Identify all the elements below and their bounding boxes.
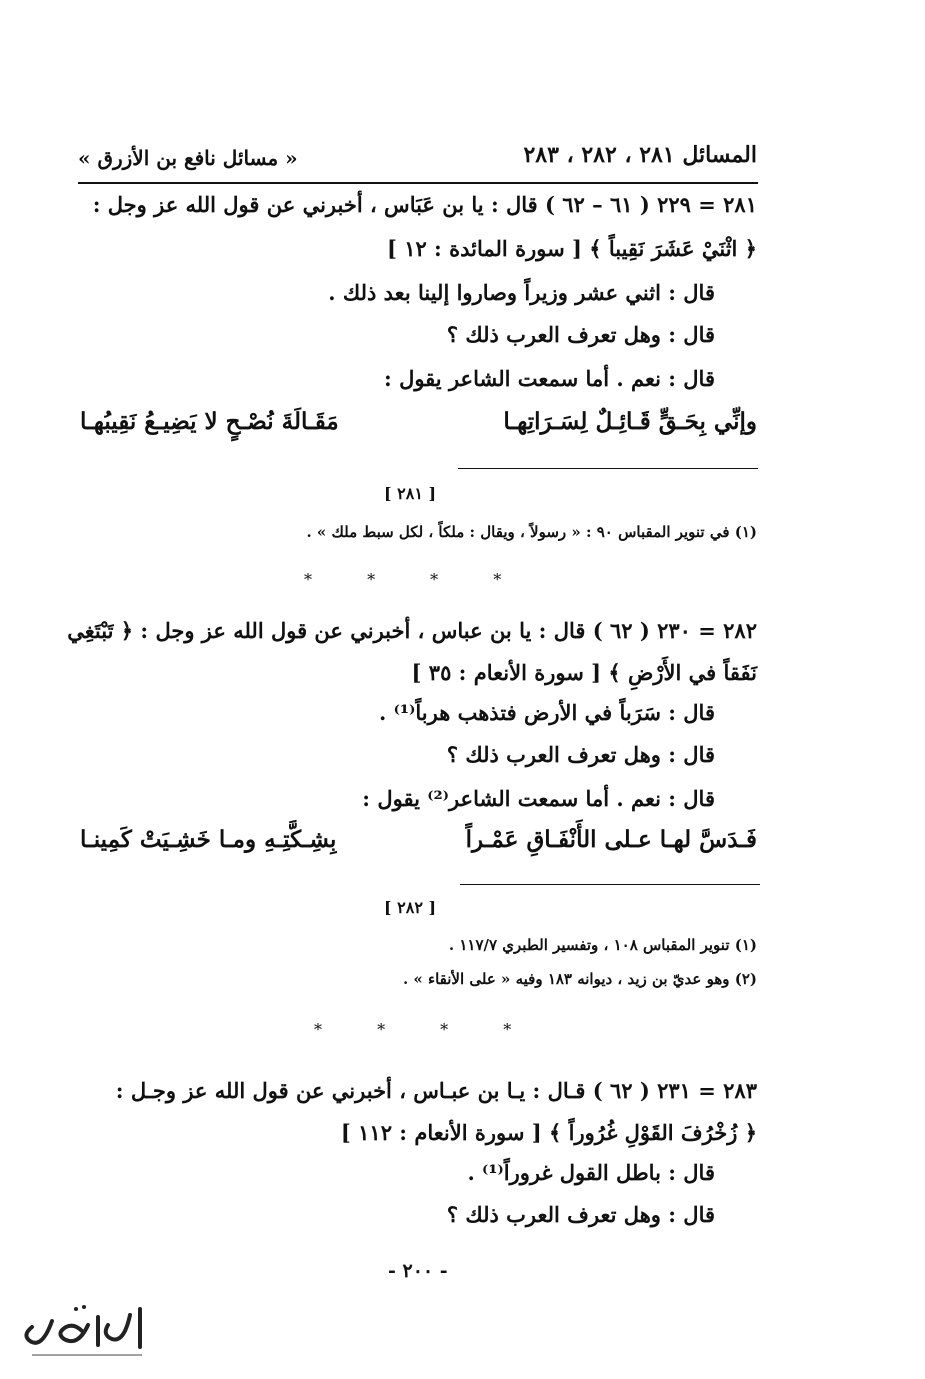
q282-answer: قال : سَرَباً في الأرض فتذهب هرباً⁽¹⁾ .: [379, 700, 715, 725]
q283-line1: ٢٨٣ = ٢٣١ ( ٦٢ ) قـال : يـا بن عبـاس ، أخبرني عن قول الله عز وجـل :: [115, 1078, 757, 1103]
q281-poem-left: مَقَـالَةَ نُصْـحٍ لا يَضِيـعُ نَقِيبُهـا: [80, 408, 339, 435]
q282-footnote-rule: [460, 884, 760, 885]
header-rule: [78, 182, 758, 184]
q281-line1: ٢٨١ = ٢٢٩ ( ٦١ – ٦٢ ) قال : يا بن عَبَاس ، أخبرني عن قول الله عز وجل :: [92, 192, 757, 217]
q282-line1: ٢٨٢ = ٢٣٠ ( ٦٢ ) قال : يا بن عباس ، أخبرني عن قول الله عز وجل : ﴿ تَبْتَغِي: [67, 618, 757, 643]
q282-footnote-2: (٢) وهو عديّ بن زيد ، ديوانه ١٨٣ وفيه « على الأنقاء » .: [402, 970, 757, 988]
separator-2: * * * *: [314, 1020, 512, 1039]
separator-1: * * * *: [304, 570, 502, 589]
q282-question: قال : وهل تعرف العرب ذلك ؟: [446, 742, 715, 767]
q283-answer: قال : باطل القول غروراً⁽¹⁾ .: [467, 1160, 715, 1185]
q281-question: قال : وهل تعرف العرب ذلك ؟: [446, 322, 715, 347]
q282-footnote-1: (١) تنوير المقباس ١٠٨ ، وتفسير الطبري ١١٧/٧ .: [448, 936, 757, 954]
q281-footnote: (١) في تنوير المقباس ٩٠ : « رسولاً ، ويقال : ملكاً ، لكل سبط ملك » .: [306, 523, 757, 541]
page-number: - ٢٠٠ -: [388, 1260, 448, 1282]
q283-verse: ﴿ زُخْرُفَ القَوْلِ غُرُوراً ﴾ [ سورة الأنعام : ١١٢ ]: [340, 1120, 757, 1145]
publisher-logo: [12, 1295, 152, 1365]
q281-footnote-rule: [458, 468, 758, 469]
q281-verse: ﴿ اثْنَيْ عَشَرَ نَقِيباً ﴾ [ سورة المائدة : ١٢ ]: [386, 236, 757, 261]
q283-question: قال : وهل تعرف العرب ذلك ؟: [446, 1202, 715, 1227]
q282-verse: نَفَقاً في الأَرْضِ ﴾ [ سورة الأنعام : ٣٥ ]: [411, 660, 757, 685]
q282-poem-left: بِشِـكَّتِـهِ ومـا خَشِـيَتْ كَمِينـا: [80, 826, 337, 853]
q281-answer: قال : اثني عشر وزيراً وصاروا إلينا بعد ذلك .: [328, 280, 715, 305]
q281-reference: [ ٢٨١ ]: [384, 484, 437, 503]
q282-poem-right: فَـدَسَّ لهـا عـلى الأَنْفَـاقِ عَمْـراً: [465, 826, 757, 853]
header-book-title: « مسائل نافع بن الأزرق »: [78, 146, 298, 170]
q282-reference: [ ٢٨٢ ]: [384, 898, 437, 917]
q281-poem-right: وإنِّي بِحَـقٍّ قَـائِـلٌ لِسَـرَاتِهـا: [503, 408, 757, 435]
q282-poet-intro: قال : نعم . أما سمعت الشاعر⁽²⁾ يقول :: [362, 786, 715, 811]
header-issues: المسائل ٢٨١ ، ٢٨٢ ، ٢٨٣: [523, 142, 757, 168]
q281-poet-intro: قال : نعم . أما سمعت الشاعر يقول :: [384, 366, 715, 391]
